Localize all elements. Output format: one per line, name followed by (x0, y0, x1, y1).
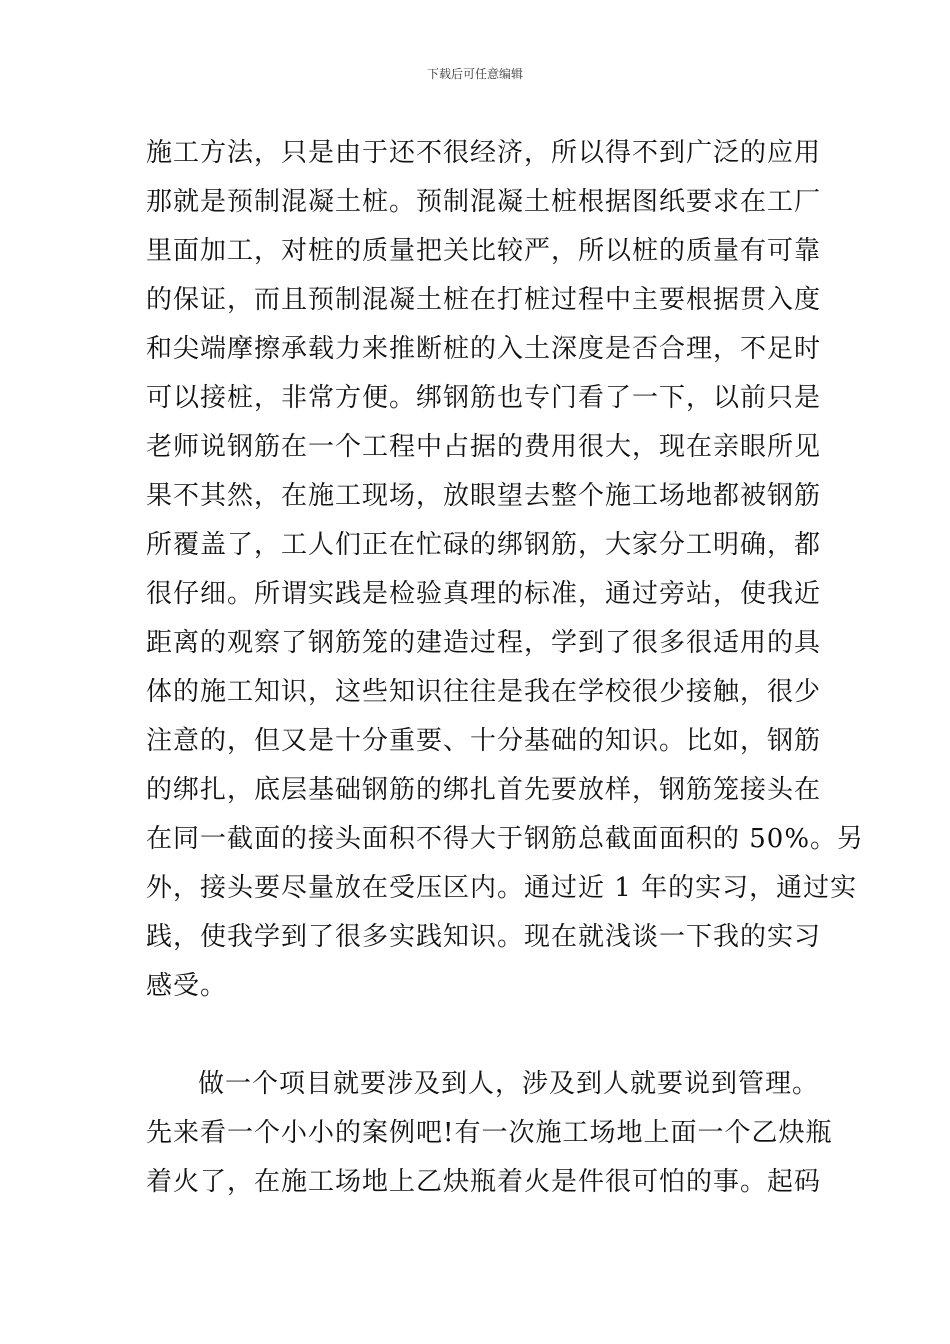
text-line: 感受。 (146, 971, 228, 1001)
text-line: 外，接头要尽量放在受压区内。通过近 1 年的实习，通过实 (146, 873, 858, 903)
paragraph-1 (146, 129, 865, 1011)
text-line: 所覆盖了，工人们正在忙碌的绑钢筋，大家分工明确，都 (146, 530, 822, 560)
text-line: 着火了，在施工场地上乙炔瓶着火是件很可怕的事。起码 (146, 1167, 822, 1197)
page-header: 下载后可任意编辑 (426, 67, 523, 81)
text-line: 距离的观察了钢筋笼的建造过程，学到了很多很适用的具 (146, 628, 822, 658)
text-line: 体的施工知识，这些知识往往是我在学校很少接触，很少 (146, 677, 822, 707)
text-line: 的保证，而且预制混凝土桩在打桩过程中主要根据贯入度 (146, 285, 822, 315)
text-line: 践，使我学到了很多实践知识。现在就浅谈一下我的实习 (146, 922, 822, 952)
text-line: 做一个项目就要涉及到人，涉及到人就要说到管理。 (198, 1069, 820, 1099)
text-line: 里面加工，对桩的质量把关比较严，所以桩的质量有可靠 (146, 236, 822, 266)
paragraph-spacer (146, 1011, 810, 1060)
text-line: 那就是预制混凝土桩。预制混凝土桩根据图纸要求在工厂 (146, 187, 822, 217)
text-line: 在同一截面的接头面积不得大于钢筋总截面面积的 50%。另 (146, 824, 865, 854)
text-line: 施工方法，只是由于还不很经济，所以得不到广泛的应用 (146, 138, 822, 168)
text-line: 可以接桩，非常方便。绑钢筋也专门看了一下，以前只是 (146, 383, 822, 413)
text-line: 和尖端摩擦承载力来推断桩的入土深度是否合理，不足时 (146, 334, 822, 364)
body-text (146, 129, 865, 1207)
text-line: 的绑扎，底层基础钢筋的绑扎首先要放样，钢筋笼接头在 (146, 775, 822, 805)
text-line: 老师说钢筋在一个工程中占据的费用很大，现在亲眼所见 (146, 432, 822, 462)
text-line: 注意的，但又是十分重要、十分基础的知识。比如，钢筋 (146, 726, 822, 756)
paragraph-2 (146, 1060, 833, 1207)
text-line: 很仔细。所谓实践是检验真理的标准，通过旁站，使我近 (146, 579, 822, 609)
text-line: 先来看一个小小的案例吧!有一次施工场地上面一个乙炔瓶 (146, 1118, 833, 1148)
text-line: 果不其然，在施工现场，放眼望去整个施工场地都被钢筋 (146, 481, 822, 511)
